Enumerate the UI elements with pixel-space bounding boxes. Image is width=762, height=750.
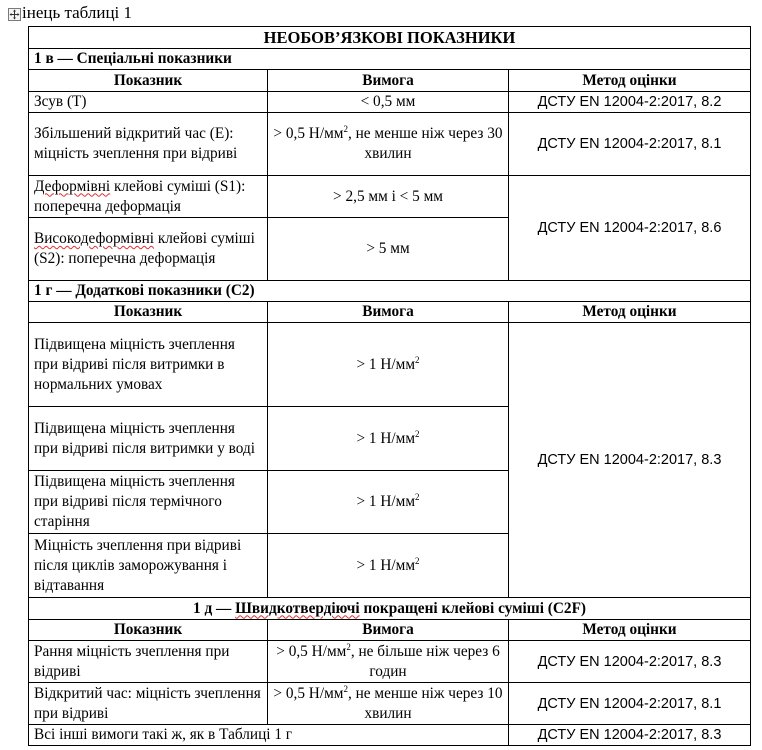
column-header-row — [29, 70, 751, 92]
indicator-cell: Відкритий час: міцність зчеплення при відриві — [29, 683, 268, 725]
requirements-table — [28, 26, 751, 746]
header-method: Метод оцінки — [509, 302, 751, 323]
table-row — [29, 92, 751, 113]
column-header-row — [29, 302, 751, 323]
indicator-cell: Підвищена міцність зчеплення при відриві після витримки в нормальних умовах — [29, 323, 268, 407]
method-cell-merged: ДСТУ EN 12004-2:2017, 8.6 — [509, 176, 751, 281]
method-cell: ДСТУ EN 12004-2:2017, 8.3 — [509, 641, 751, 683]
section-title-1d: 1 д — Швидкотвердіючі покращені клейові суміші (C2F) — [29, 598, 751, 620]
section-title-1v: 1 в — Спеціальні показники — [29, 49, 751, 70]
requirement-cell: < 0,5 мм — [268, 92, 509, 113]
indicator-cell: Високодеформівні клейові суміші (S2): поперечна деформація — [29, 218, 268, 281]
requirement-cell: > 0,5 $Н/мм^2$, не менше ніж через 10 хвилин — [268, 683, 509, 725]
method-cell-merged: ДСТУ EN 12004-2:2017, 8.3 — [509, 323, 751, 598]
requirement-cell: > 1 $Н/мм^2$ — [268, 323, 509, 407]
requirement-cell: > 1 $Н/мм^2$ — [268, 407, 509, 471]
table-row — [29, 641, 751, 683]
header-indicator: Показник — [29, 620, 268, 641]
section-title-1g: 1 г — Додаткові показники (C2) — [29, 281, 751, 302]
table-row — [29, 113, 751, 176]
method-cell: ДСТУ EN 12004-2:2017, 8.1 — [509, 113, 751, 176]
header-requirement: Вимога — [268, 302, 509, 323]
table-row — [29, 176, 751, 218]
table-title-row — [29, 27, 751, 49]
table-row — [29, 683, 751, 725]
method-cell: ДСТУ EN 12004-2:2017, 8.1 — [509, 683, 751, 725]
indicator-cell: Підвищена міцність зчеплення при відриві після витримки у воді — [29, 407, 268, 471]
table-row — [29, 725, 751, 746]
header-method: Метод оцінки — [509, 70, 751, 92]
table-title: НЕОБОВ’ЯЗКОВІ ПОКАЗНИКИ — [29, 27, 751, 49]
header-requirement: Вимога — [268, 70, 509, 92]
header-method: Метод оцінки — [509, 620, 751, 641]
indicator-cell: Рання міцність зчеплення при відриві — [29, 641, 268, 683]
requirement-cell: > 2,5 мм і < 5 мм — [268, 176, 509, 218]
table-caption — [8, 2, 132, 24]
indicator-cell: Підвищена міцність зчеплення при відриві після термічного старіння — [29, 471, 268, 534]
header-indicator: Показник — [29, 302, 268, 323]
indicator-cell: Деформівні клейові суміші (S1): поперечна деформація — [29, 176, 268, 218]
method-cell: ДСТУ EN 12004-2:2017, 8.3 — [509, 725, 751, 746]
requirement-cell: > 1 $Н/мм^2$ — [268, 471, 509, 534]
indicator-cell: Міцність зчеплення при відриві після циклів заморожування і відтавання — [29, 534, 268, 598]
indicator-cell: Збільшений відкритий час (E): міцність зчеплення при відриві — [29, 113, 268, 176]
table-move-handle-icon[interactable] — [8, 8, 21, 21]
requirement-cell: > 1 $Н/мм^2$ — [268, 534, 509, 598]
column-header-row — [29, 620, 751, 641]
section-header-row — [29, 598, 751, 620]
requirement-cell: > 0,5 $Н/мм^2$, не більше ніж через 6 годин — [268, 641, 509, 683]
method-cell: ДСТУ EN 12004-2:2017, 8.2 — [509, 92, 751, 113]
table-row — [29, 323, 751, 407]
header-indicator: Показник — [29, 70, 268, 92]
section-header-row — [29, 49, 751, 70]
indicator-cell: Зсув (T) — [29, 92, 268, 113]
requirement-cell: > 5 мм — [268, 218, 509, 281]
caption-text: інець таблиці 1 — [22, 3, 133, 22]
header-requirement: Вимога — [268, 620, 509, 641]
indicator-cell: Всі інші вимоги такі ж, як в Таблиці 1 г — [29, 725, 509, 746]
section-header-row — [29, 281, 751, 302]
requirement-cell: > 0,5 $Н/мм^2$, не менше ніж через 30 хвилин — [268, 113, 509, 176]
